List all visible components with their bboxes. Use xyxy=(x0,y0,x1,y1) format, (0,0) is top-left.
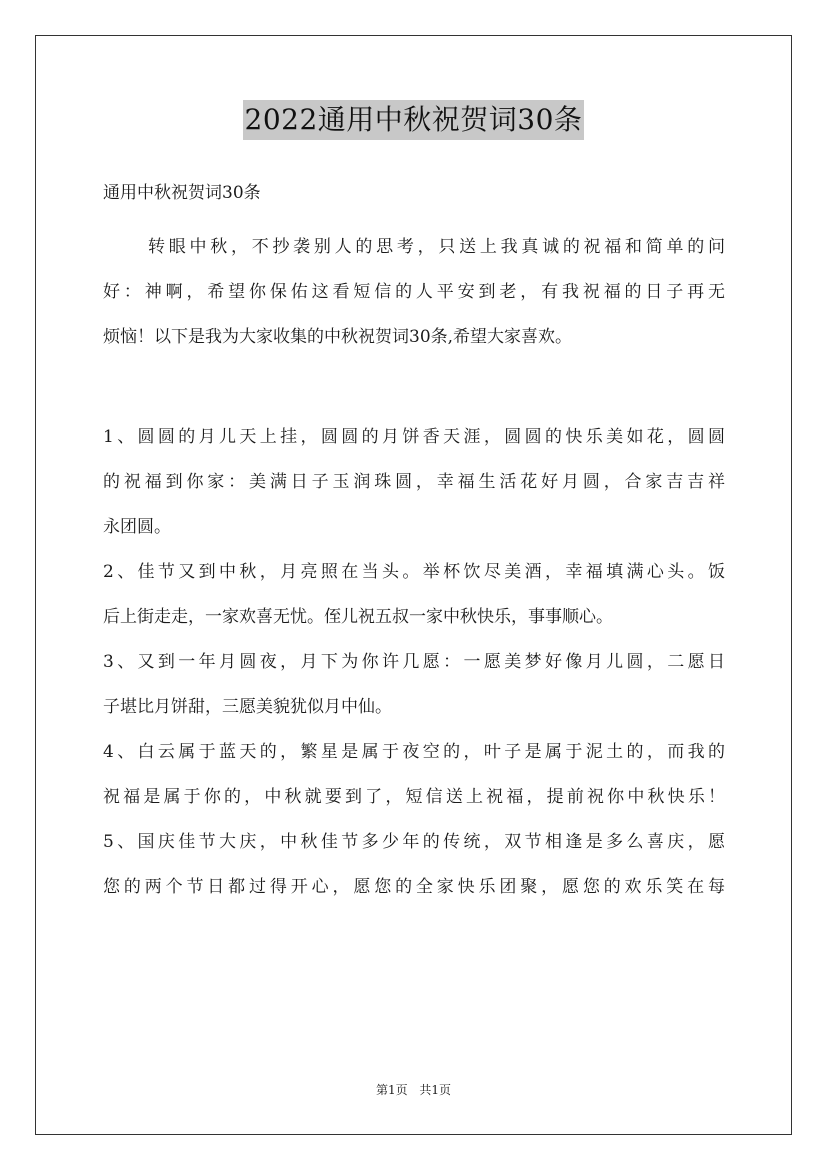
document-title: 2022通用中秋祝贺词30条 xyxy=(243,100,585,140)
greeting-line: 2、佳节又到中秋，月亮照在当头。举杯饮尽美酒，幸福填满心头。饭 xyxy=(103,562,725,582)
greeting-line: 您的两个节日都过得开心，愿您的全家快乐团聚，愿您的欢乐笑在每 xyxy=(103,877,725,897)
intro-paragraph xyxy=(103,225,725,360)
intro-line: 好：神啊，希望你保佑这看短信的人平安到老，有我祝福的日子再无 xyxy=(103,282,725,302)
title-container xyxy=(0,100,827,140)
greeting-line: 1、圆圆的月儿天上挂，圆圆的月饼香天涯，圆圆的快乐美如花，圆圆 xyxy=(103,427,725,447)
intro-line: 烦恼！以下是我为大家收集的中秋祝贺词30条,希望大家喜欢。 xyxy=(103,327,573,347)
greeting-line: 子堪比月饼甜，三愿美貌犹似月中仙。 xyxy=(103,697,392,717)
greeting-item-2 xyxy=(103,550,725,640)
intro-line: 转眼中秋，不抄袭别人的思考，只送上我真诚的祝福和简单的问 xyxy=(148,237,725,257)
greeting-line: 永团圆。 xyxy=(103,517,171,537)
greeting-item-1 xyxy=(103,415,725,550)
greeting-item-5 xyxy=(103,820,725,910)
greeting-line: 5、国庆佳节大庆，中秋佳节多少年的传统，双节相逢是多么喜庆，愿 xyxy=(103,832,725,852)
greeting-item-4 xyxy=(103,730,725,820)
page-number: 第1页 xyxy=(375,1083,408,1097)
greeting-line: 后上街走走，一家欢喜无忧。侄儿祝五叔一家中秋快乐，事事顺心。 xyxy=(103,607,613,627)
greeting-line: 4、白云属于蓝天的，繁星是属于夜空的，叶子是属于泥土的，而我的 xyxy=(103,742,725,762)
document-subtitle: 通用中秋祝贺词30条 xyxy=(103,183,261,203)
greeting-line: 3、又到一年月圆夜，月下为你许几愿：一愿美梦好像月儿圆，二愿日 xyxy=(103,652,725,672)
greeting-line: 祝福是属于你的，中秋就要到了，短信送上祝福，提前祝你中秋快乐！ xyxy=(103,787,725,807)
greeting-item-3 xyxy=(103,640,725,730)
greeting-line: 的祝福到你家：美满日子玉润珠圆，幸福生活花好月圆，合家吉吉祥 xyxy=(103,472,725,492)
page-total: 共1页 xyxy=(419,1083,452,1097)
page-footer xyxy=(0,1080,827,1100)
